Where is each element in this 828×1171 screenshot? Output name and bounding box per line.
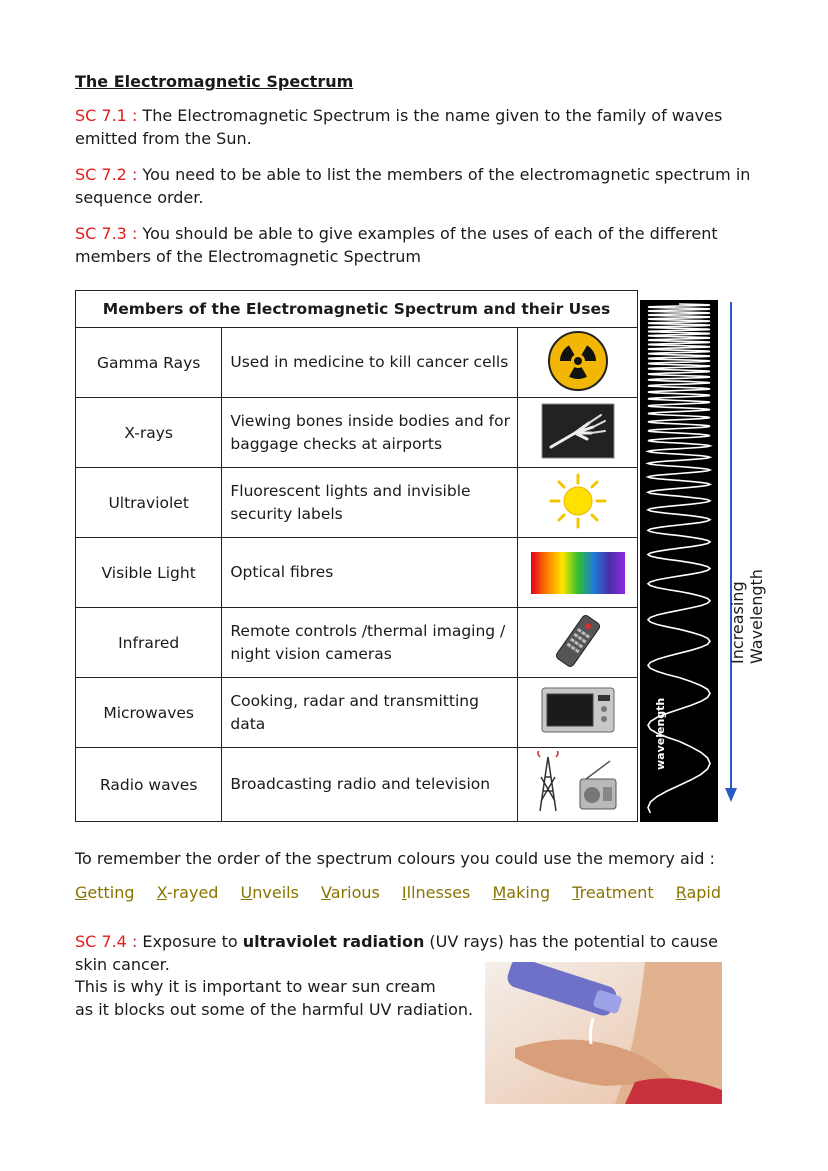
member-use: Cooking, radar and transmitting data xyxy=(222,678,518,748)
sun-icon xyxy=(547,473,609,529)
sc74-code: SC 7.4 : xyxy=(75,932,138,951)
member-use: Fluorescent lights and invisible security labels xyxy=(222,468,518,538)
sun-cream-image xyxy=(485,962,722,1104)
mnemonic-word: Illnesses xyxy=(401,883,471,902)
table-row xyxy=(76,398,638,468)
radio-tower-icon xyxy=(536,751,620,815)
sc71-text: The Electromagnetic Spectrum is the name given to the family of waves emitted from the Sun. xyxy=(75,106,723,148)
mnemonic-word: Rapid xyxy=(675,883,722,902)
member-use: Viewing bones inside bodies and for baggage checks at airports xyxy=(222,398,518,468)
arrow-head xyxy=(725,788,737,802)
sc74-line3: as it blocks out some of the harmful UV radiation. xyxy=(75,1000,474,1019)
member-use: Optical fibres xyxy=(222,538,518,608)
member-name: Gamma Rays xyxy=(76,328,222,398)
member-name: Microwaves xyxy=(76,678,222,748)
member-name: Radio waves xyxy=(76,748,222,822)
wave-label: wavelength xyxy=(654,697,667,770)
table-row xyxy=(76,538,638,608)
mnemonic-word: X-rayed xyxy=(156,883,219,902)
table-header-row xyxy=(76,291,638,328)
sc71-code: SC 7.1 : xyxy=(75,106,138,125)
member-name: Visible Light xyxy=(76,538,222,608)
remote-control-icon xyxy=(550,613,606,669)
wave-diagram xyxy=(640,300,718,822)
xray-hand-icon xyxy=(541,403,615,459)
sc72-paragraph xyxy=(75,163,755,209)
mnemonic-word: Treatment xyxy=(572,883,654,902)
mnemonic-word: Various xyxy=(321,883,380,902)
mnemonic-line xyxy=(75,883,738,902)
sun-cream-photo xyxy=(485,962,722,1104)
increasing-wavelength-label: Increasing Wavelength xyxy=(728,569,766,664)
sc74-line2: This is why it is important to wear sun cream xyxy=(75,977,436,996)
memory-aid-intro: To remember the order of the spectrum colours you could use the memory aid : xyxy=(75,849,715,868)
table-row xyxy=(76,748,638,822)
mnemonic-word: Unveils xyxy=(240,883,299,902)
sc74-paragraph: SC 7.4 : Exposure to ultraviolet radiation (UV rays) has the potential to cause skin cancer. xyxy=(75,932,718,974)
table-row xyxy=(76,328,638,398)
mnemonic-word: Getting xyxy=(75,883,135,902)
sc73-text: You should be able to give examples of the uses of each of the different members of the Electromagnetic Spectrum xyxy=(75,224,718,266)
sc71-paragraph xyxy=(75,104,755,150)
rainbow-spectrum-icon xyxy=(531,552,625,594)
wavelength-diagram xyxy=(640,300,718,822)
member-use: Used in medicine to kill cancer cells xyxy=(222,328,518,398)
spectrum-table xyxy=(75,290,638,822)
sc73-code: SC 7.3 : xyxy=(75,224,138,243)
table-header: Members of the Electromagnetic Spectrum and their Uses xyxy=(76,291,638,328)
member-name: X-rays xyxy=(76,398,222,468)
uv-radiation-bold: ultraviolet radiation xyxy=(242,932,425,951)
mnemonic-word: Making xyxy=(492,883,551,902)
sc73-paragraph xyxy=(75,222,755,268)
sc72-text: You need to be able to list the members of the electromagnetic spectrum in sequence order. xyxy=(75,165,751,207)
member-use: Broadcasting radio and television xyxy=(222,748,518,822)
microwave-oven-icon xyxy=(541,687,615,735)
radiation-icon xyxy=(547,330,609,392)
sc72-code: SC 7.2 : xyxy=(75,165,138,184)
member-name: Infrared xyxy=(76,608,222,678)
page-title: The Electromagnetic Spectrum xyxy=(75,72,354,91)
table-row xyxy=(76,678,638,748)
member-use: Remote controls /thermal imaging / night vision cameras xyxy=(222,608,518,678)
member-name: Ultraviolet xyxy=(76,468,222,538)
table-row xyxy=(76,608,638,678)
table-row xyxy=(76,468,638,538)
